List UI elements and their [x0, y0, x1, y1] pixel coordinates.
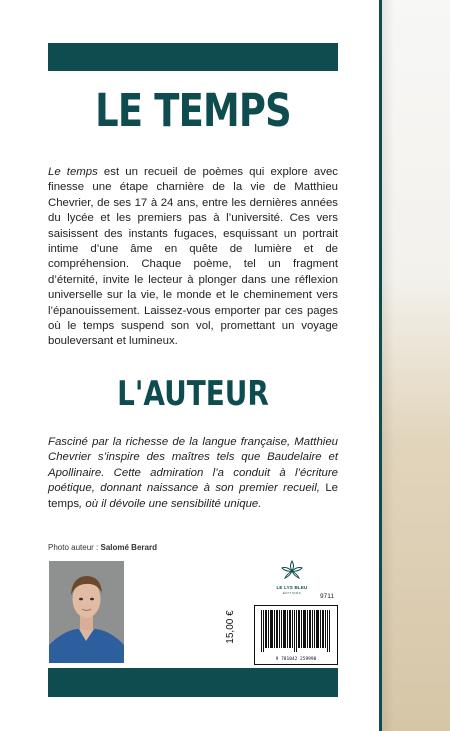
- author-photo: [49, 561, 124, 663]
- author-portrait-icon: [49, 561, 124, 663]
- book-summary: [48, 165, 338, 350]
- author-bio: [48, 435, 338, 512]
- photo-credit-label: Photo auteur :: [48, 543, 101, 552]
- book-title: LE TEMPS: [95, 84, 291, 137]
- publisher-logo: [272, 560, 312, 595]
- barcode: [254, 605, 338, 665]
- photo-credit: [48, 543, 157, 552]
- barcode-icon: [259, 610, 333, 652]
- about-author-heading: L'AUTEUR: [117, 374, 269, 414]
- edge-shadow: [382, 0, 394, 731]
- lily-flower-icon: [280, 560, 304, 580]
- price: 15,00 €: [225, 610, 236, 644]
- product-code: 9711: [320, 593, 334, 600]
- top-banner: [48, 43, 338, 71]
- bottom-banner: [48, 668, 338, 697]
- summary-book-title: Le temps: [48, 166, 98, 178]
- author-bio-text: Fasciné par la richesse de la langue française, Matthieu Chevrier s’inspire des maîtres tels que Baudelaire et Apollinaire. Cette admiration l’a conduit à l’écriture poétique, donnant naissance à son premier recueil,: [48, 436, 338, 495]
- summary-text: est un recueil de poèmes qui explore avec finesse une étape charnière de la vie de Matthieu Chevrier, de ses 17 à 24 ans, entre les dernières années du lycée et les premiers pas à l’université. Ces vers saisissent des instants fugaces, esquissant un portrait intime d’une âme en quête de lumière et de compréhension. Chaque poème, tel un fragment d’éternité, invite le lecteur à plonger dans une réflexion universelle sur la vie, le monde et le cheminement vers l’épanouissement. Laissez-vous emporter par ces pages où le temps suspend son vol, promettant un voyage bouleversant et lumineux.: [48, 166, 338, 348]
- isbn-number: 9 781042 259990: [275, 657, 317, 662]
- publisher-sub: ÉDITIONS: [282, 591, 302, 595]
- photo-credit-name: Salomé Berard: [100, 543, 157, 552]
- author-bio-book-title: Le temps: [48, 482, 338, 510]
- author-bio-end: , où il dévoile une sensibilité unique.: [79, 497, 262, 510]
- publisher-name: LE LYS BLEU: [276, 585, 308, 590]
